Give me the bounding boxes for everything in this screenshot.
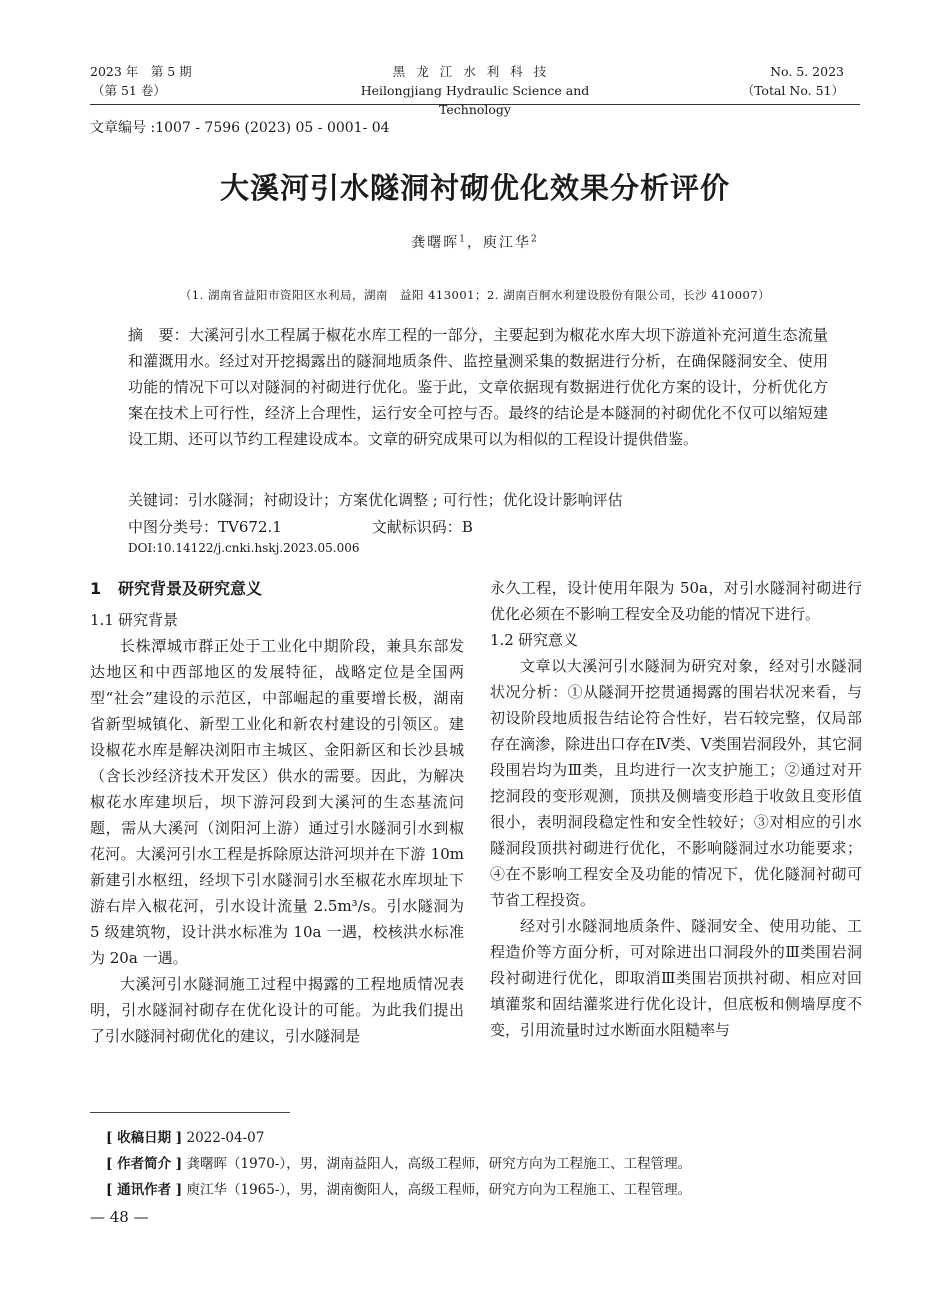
- footnote-label: [ 通讯作者 ]: [106, 1182, 183, 1198]
- header-year-issue: 2023 年 第 5 期: [90, 64, 192, 79]
- clc-label: 中图分类号：: [128, 518, 219, 536]
- keywords-text: 引水隧洞；衬砌设计；方案优化调整 ; 可行性；优化设计影响评估: [188, 491, 623, 509]
- footnote-received: [106, 1126, 264, 1150]
- author-line: [0, 232, 950, 252]
- header-left: [90, 62, 192, 100]
- abstract-label: 摘 要：: [128, 326, 189, 344]
- paragraph: 文章以大溪河引水隧洞为研究对象，经对引水隧洞状况分析：①从隧洞开挖贯通揭露的围岩状况来看，与初设阶段地质报告结论符合性好，岩石较完整，仅局部存在滴渗，除进出口存在Ⅳ类、Ⅴ类围岩洞段外，其它洞段围岩均为Ⅲ类，且均进行一次支护施工；②通过对开挖洞段的变形观测，顶拱及侧墙变形趋于收敛且变形值很小，表明洞段稳定性和安全性较好；③对相应的引水隧洞段顶拱衬砌进行优化，不影响隧洞过水功能要求；④在不影响工程安全及功能的情况下，优化隧洞衬砌可节省工程投资。: [490, 657, 862, 909]
- footnote-text: 庾江华（1965-），男，湖南衡阳人，高级工程师，研究方向为工程施工、工程管理。: [182, 1182, 692, 1198]
- author-1: 龚曙晖: [411, 235, 460, 251]
- header-total-no: （Total No. 51）: [741, 83, 844, 98]
- author-2: 庾江华: [483, 235, 531, 251]
- footnote-text: 2022-04-07: [182, 1130, 265, 1146]
- header-issue-no: No. 5. 2023: [770, 64, 844, 79]
- keywords: [128, 488, 623, 512]
- doc-code-value: B: [461, 518, 473, 536]
- subsection-title: 研究背景: [118, 611, 179, 629]
- body-column-right: [490, 575, 862, 1043]
- doc-code-label: 文献标识码：: [371, 518, 462, 536]
- page-number: — 48 —: [90, 1208, 149, 1226]
- journal-name-en: Heilongjiang Hydraulic Science and Technology: [360, 83, 590, 117]
- keywords-label: 关键词：: [128, 491, 189, 509]
- paragraph-continued: 永久工程，设计使用年限为 50a，对引水隧洞衬砌进行优化必须在不影响工程安全及功能的情况下进行。: [490, 579, 862, 623]
- header-rule: [90, 104, 860, 105]
- abstract: [128, 322, 828, 452]
- section-number: 1: [90, 579, 102, 598]
- footnote-label: [ 收稿日期 ]: [106, 1130, 183, 1146]
- journal-name-cn: 黑龙江水利科技: [392, 64, 558, 79]
- header-right: [742, 62, 844, 100]
- author-1-affil-mark: 1: [459, 234, 467, 245]
- footnote-rule: [90, 1112, 290, 1113]
- classification: [128, 515, 473, 539]
- paragraph: 长株潭城市群正处于工业化中期阶段，兼具东部发达地区和中西部地区的发展特征，战略定位是全国两型“社会”建设的示范区，中部崛起的重要增长极，湖南省新型城镇化、新型工业化和新农村建设的引领区。建设椒花水库是解决浏阳市主城区、金阳新区和长沙县城（含长沙经济技术开发区）供水的需要。因此，为解决椒花水库建坝后，坝下游河段到大溪河的生态基流问题，需从大溪河（浏阳河上游）通过引水隧洞引水到椒花河。大溪河引水工程是拆除原达浒河坝并在下游 10m 新建引水枢纽，经坝下引水隧洞引水至椒花水库坝址下游右岸入椒花河，引水设计流量 2.5m³/s。引水隧洞为 5 级建筑物，设计洪水标准为 10a 一遇，校核洪水标准为 20a 一遇。: [90, 637, 464, 967]
- subsection-number: 1.1: [90, 611, 114, 629]
- paragraph: 经对引水隧洞地质条件、隧洞安全、使用功能、工程造价等方面分析，可对除进出口洞段外的Ⅲ类围岩洞段衬砌进行优化，即取消Ⅲ类围岩顶拱衬砌、相应对回填灌浆和固结灌浆进行优化设计，但底板和侧墙厚度不变，引用流量时过水断面水阻糙率与: [490, 917, 862, 1039]
- subsection-heading: [490, 627, 862, 653]
- section-title: 研究背景及研究意义: [118, 579, 263, 598]
- footnote-text: 龚曙晖（1970-），男，湖南益阳人，高级工程师，研究方向为工程施工、工程管理。: [182, 1156, 692, 1172]
- paper-title: 大溪河引水隧洞衬砌优化效果分析评价: [219, 171, 730, 205]
- author-separator: ，: [467, 235, 483, 251]
- subsection-title: 研究意义: [518, 631, 579, 649]
- doi: DOI:10.14122/j.cnki.hskj.2023.05.006: [128, 541, 360, 555]
- footnote-corresponding-author: [106, 1178, 691, 1202]
- subsection-number: 1.2: [490, 631, 514, 649]
- subsection-heading: [90, 607, 464, 633]
- header-volume: （第 51 卷）: [92, 83, 166, 98]
- clc-value: TV672.1: [218, 518, 282, 536]
- affiliations: （1. 湖南省益阳市资阳区水利局，湖南 益阳 413001；2. 湖南百舸水利建设股份有限公司，长沙 410007）: [179, 288, 771, 302]
- article-number: 文章编号 :1007 - 7596 (2023) 05 - 0001- 04: [90, 120, 390, 136]
- paragraph: 大溪河引水隧洞施工过程中揭露的工程地质情况表明，引水隧洞衬砌存在优化设计的可能。为此我们提出了引水隧洞衬砌优化的建议，引水隧洞是: [90, 975, 464, 1045]
- abstract-text: 大溪河引水工程属于椒花水库工程的一部分，主要起到为椒花水库大坝下游道补充河道生态流量和灌溉用水。经过对开挖揭露出的隧洞地质条件、监控量测采集的数据进行分析，在确保隧洞安全、使用功能的情况下可以对隧洞的衬砌进行优化。鉴于此，文章依据现有数据进行优化方案的设计，分析优化方案在技术上可行性，经济上合理性，运行安全可控与否。最终的结论是本隧洞的衬砌优化不仅可以缩短建设工期、还可以节约工程建设成本。文章的研究成果可以为相似的工程设计提供借鉴。: [128, 326, 828, 448]
- body-column-left: [90, 575, 464, 1049]
- author-2-affil-mark: 2: [531, 234, 539, 245]
- header-center: [330, 62, 620, 119]
- footnote-author-bio: [106, 1152, 691, 1176]
- section-heading: [90, 575, 464, 603]
- footnote-label: [ 作者简介 ]: [106, 1156, 183, 1172]
